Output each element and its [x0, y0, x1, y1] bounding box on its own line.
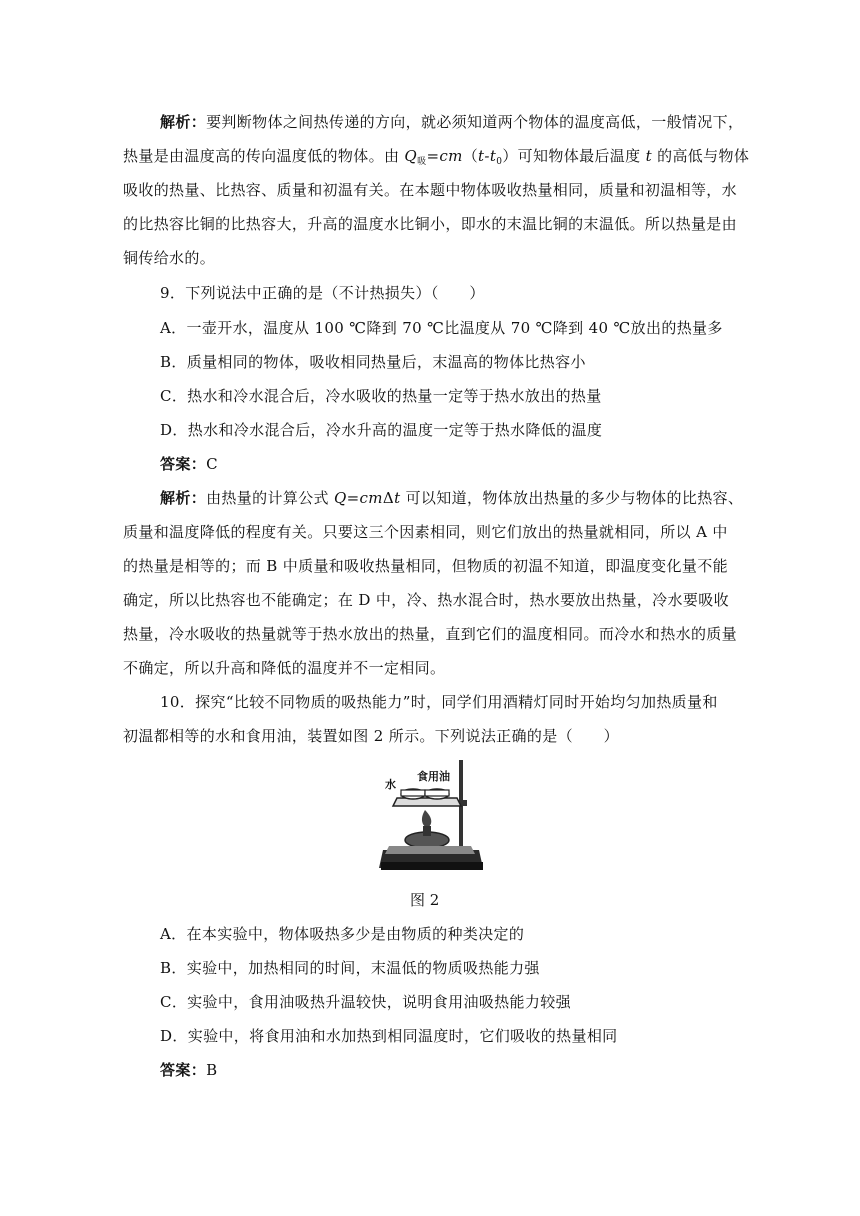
option-c: C．热水和冷水混合后，冷水吸收的热量一定等于热水放出的热量 [160, 387, 602, 405]
option-c: C．实验中，食用油吸热升温较快，说明食用油吸热能力较强 [160, 993, 571, 1011]
analysis-line: 铜传给水的。 [123, 249, 216, 267]
analysis-label: 解析： [160, 113, 207, 131]
formula-q: Q [404, 147, 418, 165]
figure-caption: 图 2 [410, 891, 440, 909]
gauze-platform [393, 798, 461, 806]
analysis-line [123, 146, 750, 172]
experiment-figure [379, 754, 487, 872]
analysis-line: 吸收的热量、比热容、质量和初温有关。在本题中物体吸收热量相同，质量和初温相等，水 [123, 181, 738, 199]
formula-subscript: 吸 [417, 157, 427, 167]
label-oil: 食用油 [417, 770, 450, 783]
analysis-text: 热量是由温度高的传向温度低的物体。由 [123, 147, 405, 165]
formula-t: t [394, 489, 401, 507]
option-a: A．一壶开水，温度从 100 ℃降到 70 ℃比温度从 70 ℃降到 40 ℃放出的热量多 [160, 319, 723, 337]
formula-delta: Δ [382, 489, 395, 507]
answer-value: C [206, 455, 218, 473]
analysis-line: 的热量是相等的；而 B 中质量和吸收热量相同，但物质的初温不知道，即温度变化量不能 [123, 557, 728, 575]
label-water: 水 [385, 778, 396, 791]
option-b: B．实验中，加热相同的时间，末温低的物质吸热能力强 [160, 959, 540, 977]
question-stem: 初温都相等的水和食用油，装置如图 2 所示。下列说法正确的是（ ） [123, 727, 619, 745]
analysis-text: 由热量的计算公式 [206, 489, 334, 507]
analysis-text: 可以知道，物体放出热量的多少与物体的比热容、 [400, 489, 744, 507]
answer-line [160, 454, 780, 474]
analysis-line [160, 112, 780, 132]
formula-t: t-t [478, 147, 497, 165]
option-d: D．热水和冷水混合后，冷水升高的温度一定等于热水降低的温度 [160, 421, 603, 439]
analysis-text: 要判断物体之间热传递的方向，就必须知道两个物体的温度高低，一般情况下， [206, 113, 744, 131]
answer-line [160, 1060, 780, 1080]
analysis-line [160, 488, 780, 508]
answer-value: B [206, 1061, 218, 1079]
analysis-line: 质量和温度降低的程度有关。只要这三个因素相同，则它们放出的热量就相同，所以 A 中 [123, 523, 728, 541]
formula-paren: （ [462, 147, 479, 165]
question-stem: 10．探究“比较不同物质的吸热能力”时，同学们用酒精灯同时开始均匀加热质量和 [160, 693, 718, 711]
formula-q: Q=cm [333, 489, 383, 507]
formula-cm: =cm [426, 147, 463, 165]
answer-label: 答案： [160, 1061, 207, 1079]
option-d: D．实验中，将食用油和水加热到相同温度时，它们吸收的热量相同 [160, 1027, 618, 1045]
formula-t-var: t [645, 147, 652, 165]
analysis-label: 解析： [160, 489, 207, 507]
question-stem: 9．下列说法中正确的是（不计热损失）（ ） [160, 284, 485, 302]
formula-subscript: 0 [496, 157, 503, 167]
analysis-text: ）可知物体最后温度 [502, 147, 646, 165]
analysis-line: 热量，冷水吸收的热量就等于热水放出的热量，直到它们的温度相同。而冷水和热水的质量 [123, 625, 738, 643]
stand-base-edge [381, 862, 483, 870]
analysis-line: 确定，所以比热容也不能确定；在 D 中，冷、热水混合时，热水要放出热量，冷水要吸收 [123, 591, 729, 609]
answer-label: 答案： [160, 455, 207, 473]
flame [422, 810, 431, 828]
analysis-line: 不确定，所以升高和降低的温度并不一定相同。 [123, 659, 446, 677]
option-a: A．在本实验中，物体吸热多少是由物质的种类决定的 [160, 925, 525, 943]
analysis-text: 的高低与物体 [651, 147, 750, 165]
option-b: B．质量相同的物体，吸收相同热量后，末温高的物体比热容小 [160, 353, 586, 371]
analysis-line: 的比热容比铜的比热容大，升高的温度水比铜小，即水的末温比铜的末温低。所以热量是由 [123, 215, 738, 233]
